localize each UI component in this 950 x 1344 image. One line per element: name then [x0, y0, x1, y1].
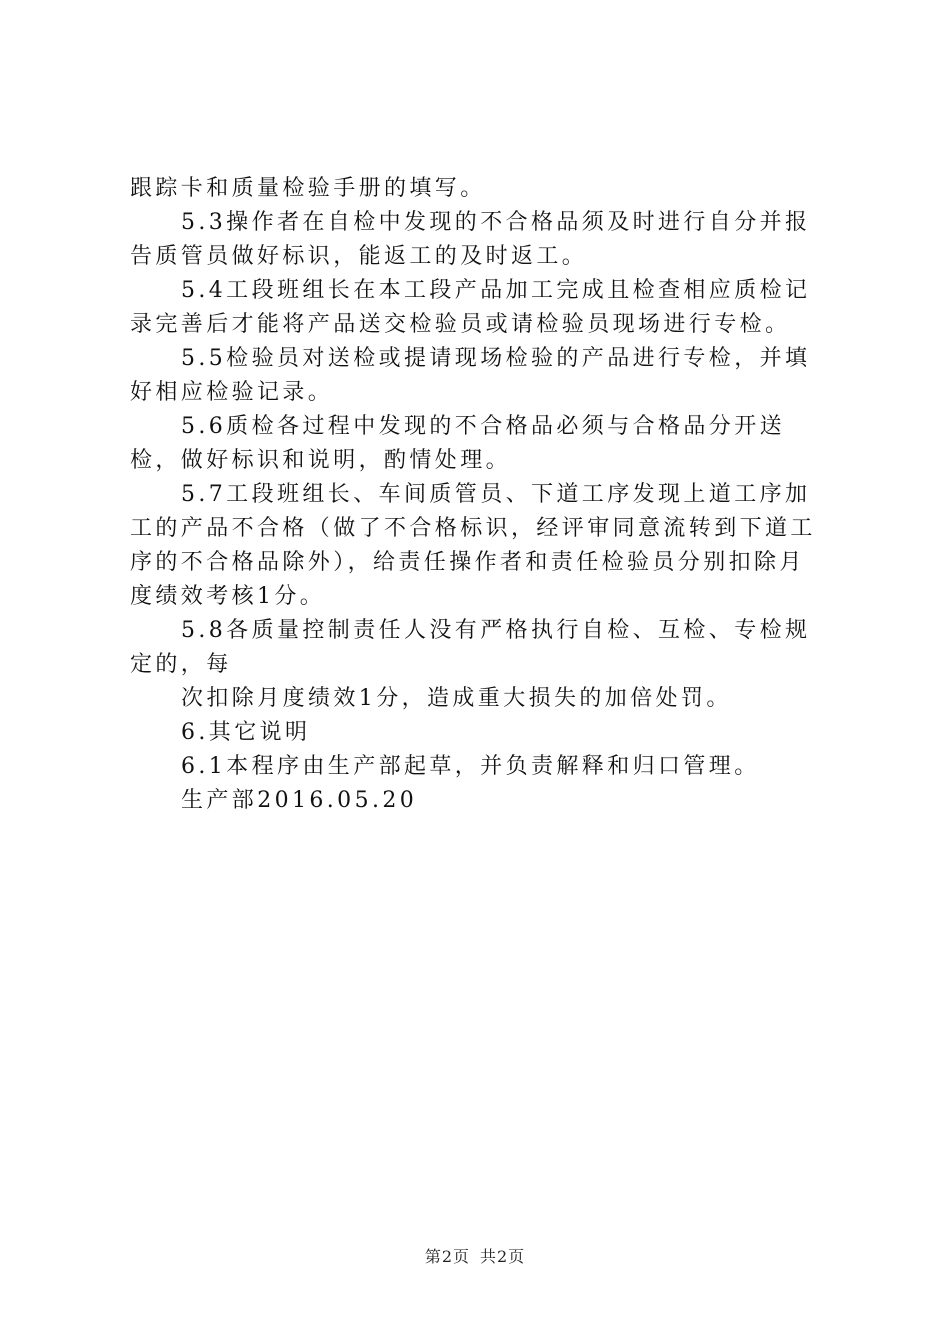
paragraph-continuation: 跟踪卡和质量检验手册的填写。 [130, 176, 486, 201]
paragraph-5-8-continued: 次扣除月度绩效1分，造成重大损失的加倍处罚。 [181, 686, 732, 711]
section-6-heading: 6.其它说明 [181, 720, 311, 745]
paragraph-5-6: 5.6质检各过程中发现的不合格品必须与合格品分开送检，做好标识和说明，酌情处理。 [130, 414, 785, 473]
document-body [130, 172, 830, 818]
page-footer [0, 1244, 950, 1267]
paragraph-6-1: 6.1本程序由生产部起草，并负责解释和归口管理。 [181, 754, 760, 779]
paragraph-5-5: 5.5检验员对送检或提请现场检验的产品进行专检，并填好相应检验记录。 [130, 346, 811, 405]
page-total: 共2页 [480, 1247, 526, 1266]
signature-date: 生产部2016.05.20 [181, 788, 418, 813]
paragraph-5-4: 5.4工段班组长在本工段产品加工完成且检查相应质检记录完善后才能将产品送交检验员或请检验员现场进行专检。 [130, 278, 811, 337]
paragraph-5-7: 5.7工段班组长、车间质管员、下道工序发现上道工序加工的产品不合格（做了不合格标识，经评审同意流转到下道工序的不合格品除外），给责任操作者和责任检验员分别扣除月度绩效考核1分。 [130, 482, 816, 609]
page-number: 第2页 [424, 1247, 470, 1266]
paragraph-5-3: 5.3操作者在自检中发现的不合格品须及时进行自分并报告质管员做好标识，能返工的及时返工。 [130, 210, 811, 269]
paragraph-5-8: 5.8各质量控制责任人没有严格执行自检、互检、专检规定的，每 [130, 618, 811, 677]
